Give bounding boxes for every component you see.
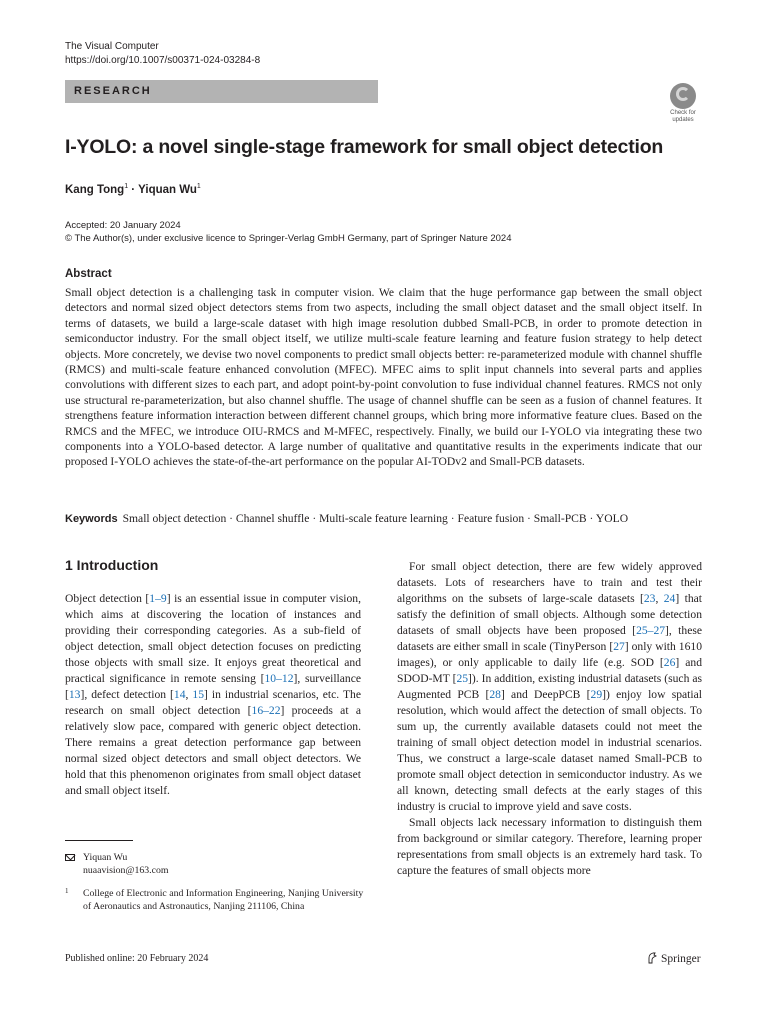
copyright-line: © The Author(s), under exclusive licence to Springer-Verlag GmbH Germany, part of Springer Nature 2024 [65, 232, 512, 244]
paper-title: I-YOLO: a novel single-stage framework for small object detection [65, 136, 664, 158]
citation-link[interactable]: 25–27 [636, 624, 666, 637]
paragraph: For small object detection, there are few widely approved datasets. Lots of researchers have to train and test their algorithms on the subsets of large-scale datasets [23, 24] that satisfy the definition of small objects. Although some detection datasets of small objects have been proposed [25–27], these datasets are either small in scale (TinyPerson [27] only with 1610 images), or only applicable to daily life (e.g. SOD [26] and SDOD-MT [25]). In addition, existing industrial datasets (such as Augmented PCB [28] and DeepPCB [29]) enjoy low spatial resolution, which would affect the detection of small objects. To sum up, the currently available datasets could not meet the training of small object detection model in industrial scenarios. Thus, we construct a large-scale dataset named Small-PCB to promote small object detection in semiconductor industry. As we all known, detecting small defects at the early stages of this industry is crucial to improve yield and save costs. [397, 560, 703, 813]
keywords-text: Small object detection · Channel shuffle · Multi-scale feature learning · Feature fusion · Small-PCB · YOLO [122, 512, 629, 525]
intro-left-column [65, 591, 361, 799]
author-list: Kang Tong$^1$ · Yiquan Wu$^1$ [65, 183, 201, 196]
citation-link[interactable]: 24 [663, 592, 676, 605]
citation-link[interactable]: 15 [192, 688, 205, 701]
citation-link[interactable]: 23 [643, 592, 656, 605]
article-type-label: RESEARCH [74, 85, 152, 97]
envelope-icon [65, 854, 75, 861]
footnote-rule [65, 840, 133, 841]
intro-right-column [397, 559, 702, 879]
affiliation-footnote [65, 887, 365, 913]
citation-link[interactable]: 25 [456, 672, 469, 685]
keywords [65, 511, 705, 527]
paragraph: Object detection [1–9] is an essential issue in computer vision, which aims at discovering the location of instances and providing their corresponding categories. As a sub-field of object detection, small object detection focuses on predicting those objects with small size. It enjoys great theoretical and practical significance in remote sensing [10–12], surveillance [13], defect detection [14, 15] in industrial scenarios, etc. The research on small object detection [16–22] proceeds at a relatively slow pace, compared with generic object detection. There remains a great detection performance gap between normal sized object detectors and small object detectors. We hold that this phenomenon originates from small object dataset and small object itself. [65, 592, 361, 797]
corresponding-author-footnote [65, 851, 168, 877]
citation-link[interactable]: 10–12 [264, 672, 294, 685]
citation-link[interactable]: 14 [173, 688, 186, 701]
affiliation-text: College of Electronic and Information Engineering, Nanjing University of Aeronautics and Astronautics, Nanjing 211106, China [83, 888, 364, 912]
citation-link[interactable]: 1–9 [149, 592, 167, 605]
article-type-bar [65, 80, 378, 103]
published-date: Published online: 20 February 2024 [65, 953, 209, 964]
check-for-updates-badge[interactable] [664, 83, 702, 125]
journal-header [65, 40, 260, 68]
abstract-heading: Abstract [65, 268, 112, 280]
author-name[interactable]: Yiquan Wu [138, 183, 197, 196]
paragraph: Small objects lack necessary information to distinguish them from background or similar category. Therefore, learning proper representations from small objects is an extremely hard task. To capture the features of small objects more [397, 816, 702, 877]
citation-link[interactable]: 13 [68, 688, 81, 701]
section-heading: 1 Introduction [65, 557, 159, 573]
citation-link[interactable]: 26 [663, 656, 676, 669]
citation-link[interactable]: 28 [489, 688, 501, 701]
update-icon [670, 83, 696, 109]
abstract-text: Small object detection is a challenging task in computer vision. We claim that the huge performance gap between the small object detectors and normal sized object detectors stems from two aspects, including the small object dataset and the small object itself. In terms of datasets, we build a large-scale dataset with high image resolution dubbed Small-PCB, in order to promote detection in semiconductor industry. For the small object itself, we utilize multi-scale feature learning and feature fusion strategy to help detect objects. More concretely, we devise two novel components to predict small objects better: re-parameterized module with channel shuffle (RMCS) and multi-scale feature enhanced convolution (MFEC). MFEC aims to split input channels into several parts and applies convolutions with different sizes to each part, and adopt point-by-point convolution to fuse individual channel features. RMCS not only use structural re-parameterization, but also channel shuffle. The usage of channel shuffle can be seen as a fusion of channel features. It strengthens feature information interaction between different channel groups, which bring more informative feature clues. Based on the RMCS and the MFEC, we introduce OIU-RMCS and M-MFEC, respectively. Finally, we build our I-YOLO via integrating these two components into a YOLO-based detector. A large number of qualitative and quantitative results in the experiments indicate that our proposed I-YOLO achieves the state-of-the-art performance on the popular AI-TODv2 and Small-PCB datasets. [65, 286, 702, 469]
citation-link[interactable]: 16–22 [251, 704, 281, 717]
keywords-label: Keywords [65, 513, 118, 525]
citation-link[interactable]: 27 [613, 640, 625, 653]
affiliation-number: 1 [65, 887, 69, 895]
accepted-date: Accepted: 20 January 2024 [65, 220, 181, 231]
journal-name: The Visual Computer [65, 41, 159, 52]
article-dates [65, 220, 512, 245]
springer-horse-icon [647, 952, 657, 964]
publisher-logo [647, 952, 701, 965]
check-badge-label: Check for updates [670, 110, 696, 123]
email-link[interactable]: nuaavision@163.com [83, 865, 169, 876]
citation-link[interactable]: 29 [590, 688, 603, 701]
corresponding-author-name: Yiquan Wu [83, 852, 128, 863]
doi-link[interactable]: https://doi.org/10.1007/s00371-024-03284-8 [65, 55, 261, 66]
publisher-name: Springer [661, 953, 701, 965]
author-name[interactable]: Kang Tong [65, 183, 125, 196]
